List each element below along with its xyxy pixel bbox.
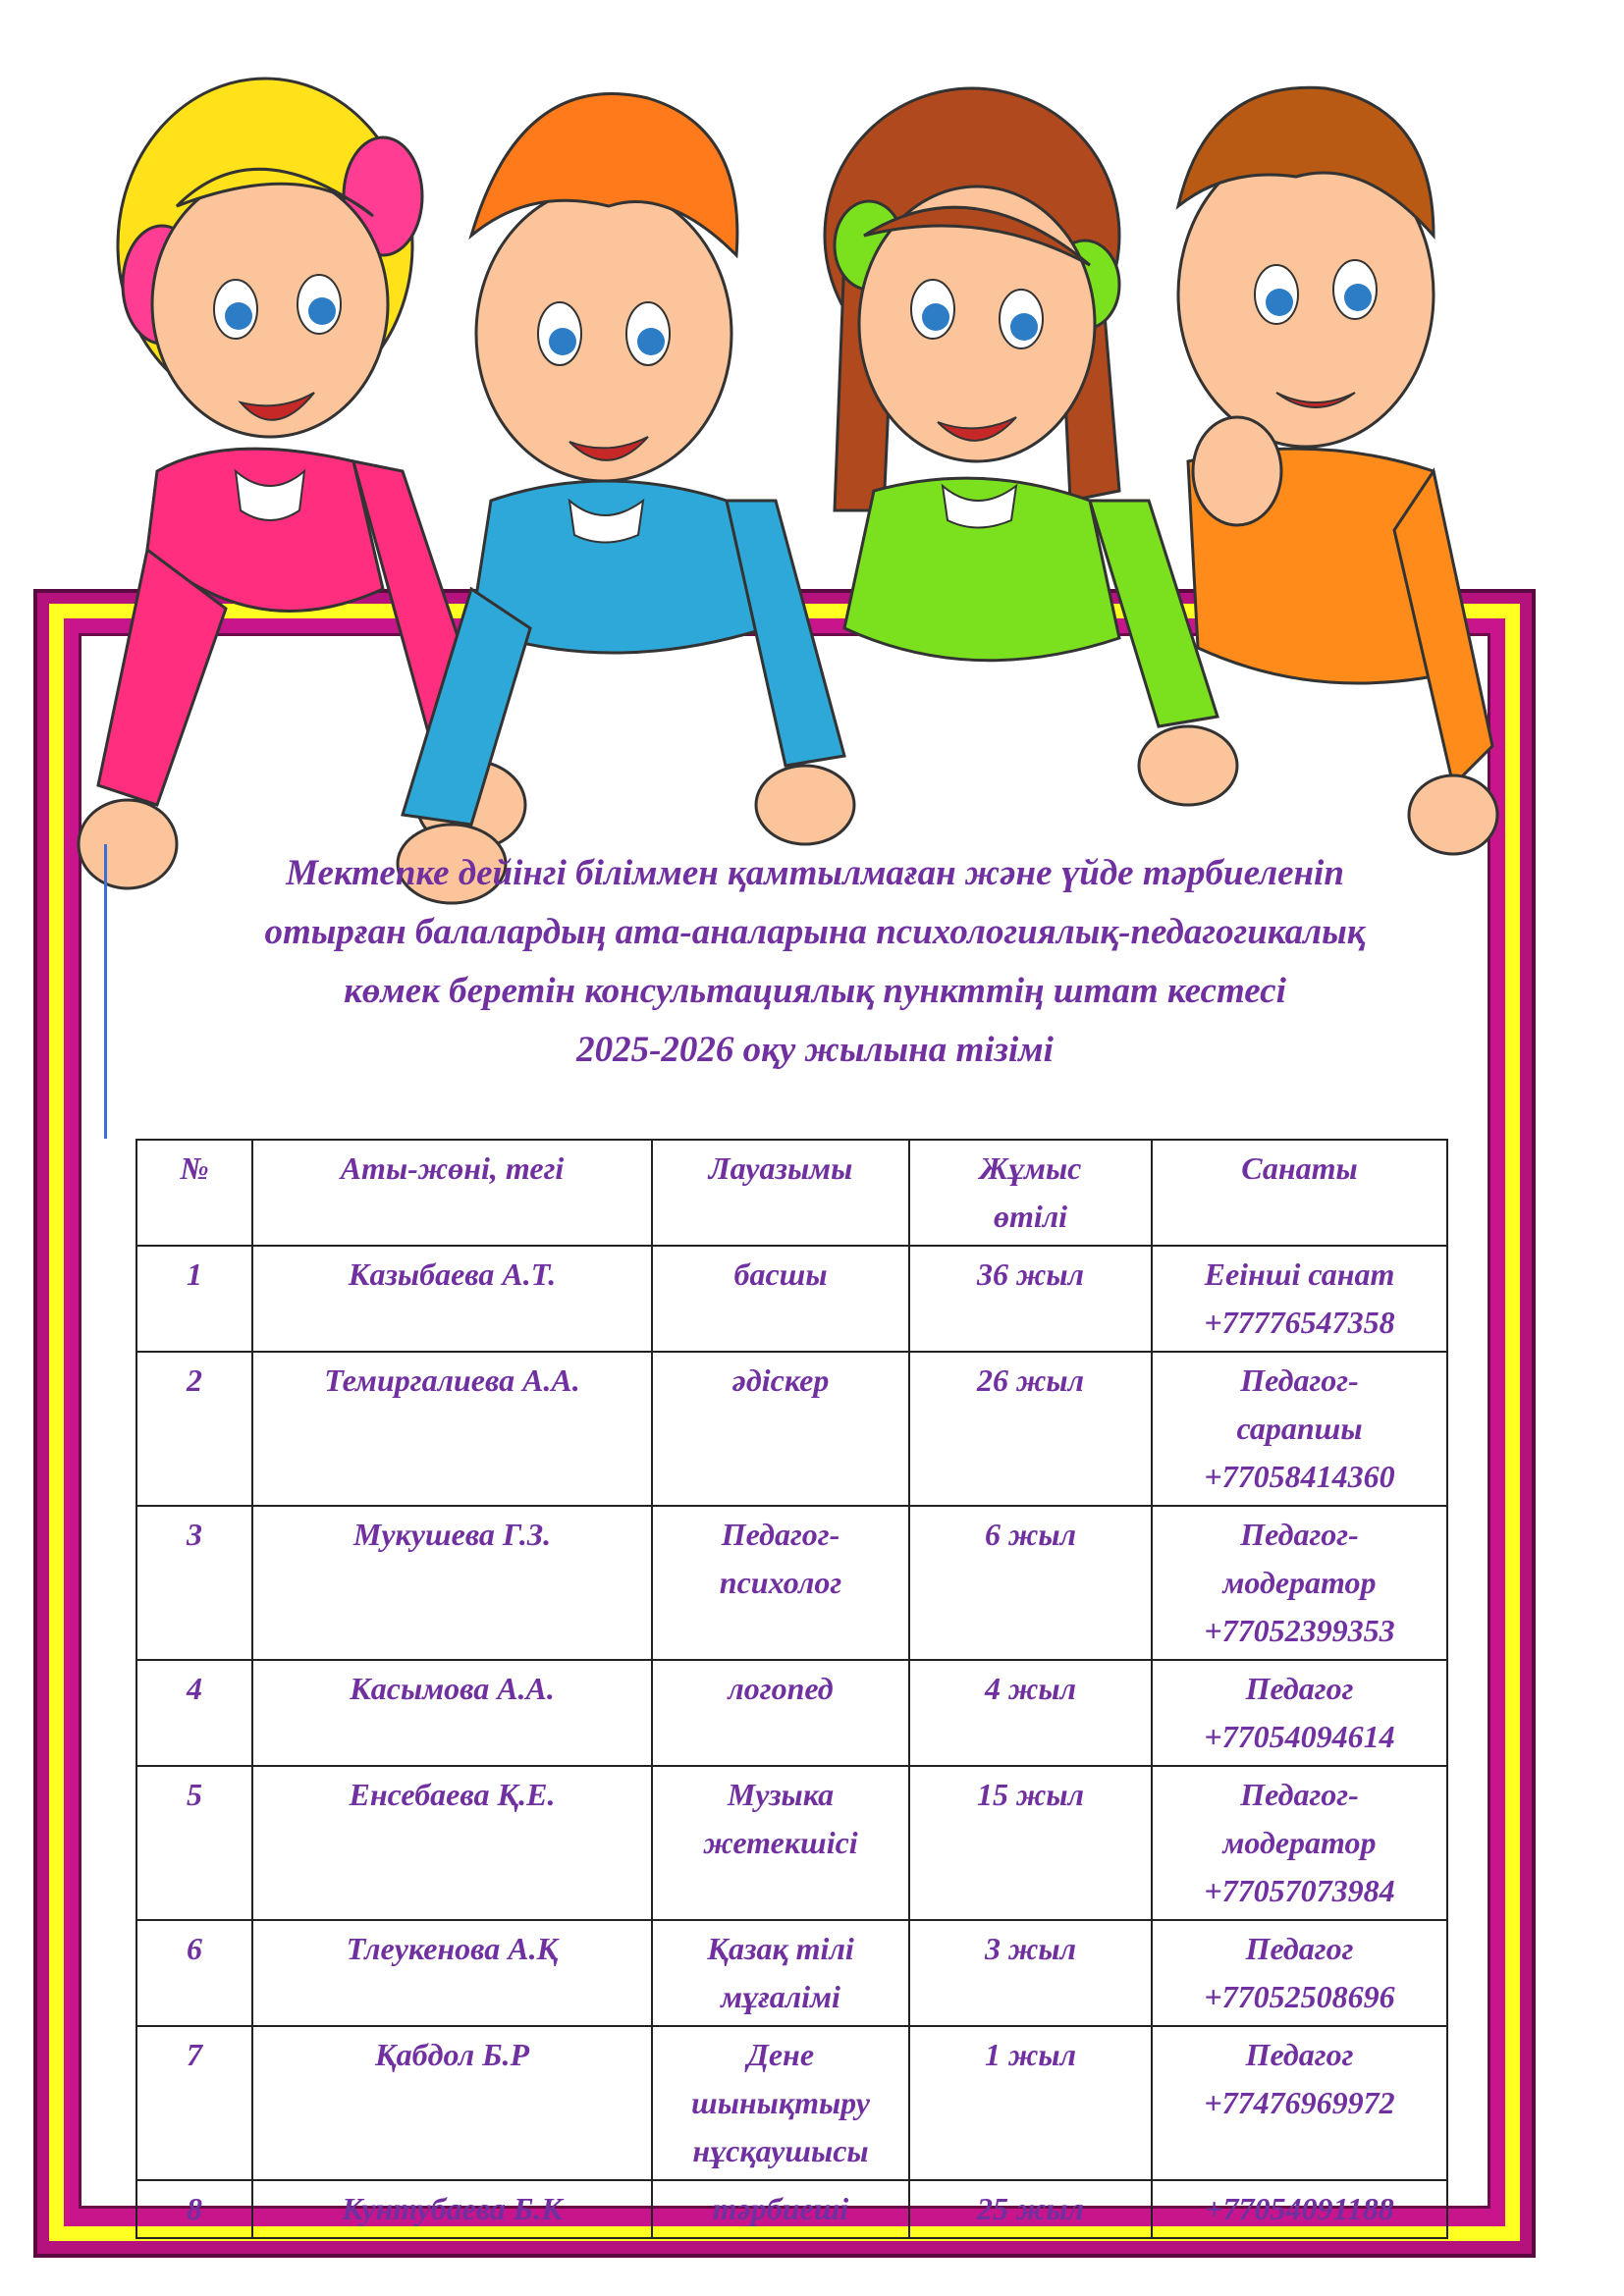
cell-category-line: +77054091188: [1205, 2191, 1394, 2226]
cell-experience: 6 жыл: [909, 1506, 1152, 1660]
heading-line-3: көмек беретін консультациялық пункттің штат кестесі: [344, 971, 1286, 1011]
cell-category-line: Педагог-: [1240, 1777, 1359, 1812]
cell-position-line: жетекшісі: [703, 1825, 858, 1860]
cell-number: 6: [136, 1920, 252, 2026]
cell-category: [1152, 1246, 1447, 1352]
cell-position: [652, 2026, 909, 2180]
cell-position-line: мұғалімі: [721, 1979, 840, 2014]
cell-experience: 3 жыл: [909, 1920, 1152, 2026]
cell-category: [1152, 1660, 1447, 1766]
cell-name: Казыбаева А.Т.: [252, 1246, 652, 1352]
heading-line-4: 2025-2026 оқу жылына тізімі: [576, 1030, 1054, 1070]
cell-category-line: +77054094614: [1204, 1719, 1395, 1754]
cell-name: Мукушева Г.З.: [252, 1506, 652, 1660]
cell-category-line: Педагог: [1245, 2037, 1354, 2072]
cell-category: [1152, 1766, 1447, 1920]
cell-experience: 26 жыл: [909, 1352, 1152, 1506]
table-row: [136, 2026, 1447, 2180]
cell-experience: 15 жыл: [909, 1766, 1152, 1920]
cell-category: [1152, 2026, 1447, 2180]
cell-position-line: логопед: [728, 1671, 834, 1706]
cell-experience: 25 жыл: [909, 2180, 1152, 2238]
cell-name: Тлеукенова А.Қ: [252, 1920, 652, 2026]
cell-number: 4: [136, 1660, 252, 1766]
cell-name: Темиргалиева А.А.: [252, 1352, 652, 1506]
table-row: [136, 1246, 1447, 1352]
cell-category-line: Педагог: [1245, 1671, 1354, 1706]
cell-position: [652, 1506, 909, 1660]
cell-experience: 1 жыл: [909, 2026, 1152, 2180]
cell-number: 8: [136, 2180, 252, 2238]
table-row: [136, 1920, 1447, 2026]
cell-category: [1152, 2180, 1447, 2238]
cell-name: Касымова А.А.: [252, 1660, 652, 1766]
cell-category: [1152, 1506, 1447, 1660]
children-illustration: [59, 39, 1512, 923]
cell-category-line: +77058414360: [1204, 1459, 1395, 1494]
cell-category-line: +77052508696: [1204, 1979, 1395, 2014]
staff-table: [135, 1139, 1448, 2239]
header-position: Лауазымы: [652, 1140, 909, 1246]
kid-boy-blue: [398, 94, 854, 904]
cell-position: [652, 1766, 909, 1920]
table-body: [136, 1246, 1447, 2238]
heading-line-1: Мектепке дейінгі біліммен қамтылмаған және үйде тәрбиеленіп: [286, 853, 1344, 893]
cell-category-line: +77057073984: [1204, 1873, 1395, 1908]
header-category: Санаты: [1152, 1140, 1447, 1246]
cell-category-line: +77776547358: [1204, 1305, 1395, 1340]
table-row: [136, 2180, 1447, 2238]
cell-category-line: Педагог-: [1240, 1362, 1359, 1398]
cell-experience: 4 жыл: [909, 1660, 1152, 1766]
cell-position-line: шынықтыру: [691, 2085, 870, 2120]
staff-table-container: [135, 1139, 1446, 2226]
cell-position: [652, 1660, 909, 1766]
cell-category-line: модератор: [1222, 1825, 1377, 1860]
cell-category-line: модератор: [1222, 1565, 1377, 1600]
cell-number: 5: [136, 1766, 252, 1920]
header-number: №: [136, 1140, 252, 1246]
cell-category-line: сарапшы: [1236, 1411, 1363, 1446]
table-row: [136, 1766, 1447, 1920]
cell-category-line: +77052399353: [1204, 1613, 1395, 1648]
cell-position: [652, 1352, 909, 1506]
cell-position: [652, 1920, 909, 2026]
cell-name: Енсебаева Қ.Е.: [252, 1766, 652, 1920]
cell-name: Қабдол Б.Р: [252, 2026, 652, 2180]
cell-position-line: әдіскер: [731, 1362, 830, 1398]
table-row: [136, 1506, 1447, 1660]
cell-category-line: +77476969972: [1204, 2085, 1395, 2120]
cell-experience: 36 жыл: [909, 1246, 1152, 1352]
cell-position-line: нұсқаушысы: [692, 2133, 869, 2168]
cell-category-line: Педагог-: [1240, 1517, 1359, 1552]
cell-position: [652, 1246, 909, 1352]
header-name: Аты-жөні, тегі: [252, 1140, 652, 1246]
cell-number: 2: [136, 1352, 252, 1506]
side-accent-line: [104, 844, 107, 1139]
cell-position-line: басшы: [733, 1256, 828, 1292]
cell-position: [652, 2180, 909, 2238]
cell-position-line: Қазақ тілі: [707, 1931, 854, 1966]
cell-name: Кунтубаева Б.К: [252, 2180, 652, 2238]
cell-position-line: психолог: [719, 1565, 842, 1600]
document-heading: [118, 844, 1512, 1080]
cell-position-line: Музыка: [727, 1777, 835, 1812]
table-header-row: [136, 1140, 1447, 1246]
cell-category-line: Еeінші санат: [1204, 1256, 1395, 1292]
header-experience: Жұмыс өтілі: [909, 1140, 1152, 1246]
cell-number: 3: [136, 1506, 252, 1660]
cell-number: 1: [136, 1246, 252, 1352]
table-row: [136, 1352, 1447, 1506]
heading-line-2: отырған балалардың ата-аналарына психологиялық-педагогикалық: [264, 912, 1366, 952]
cell-category: [1152, 1352, 1447, 1506]
cell-number: 7: [136, 2026, 252, 2180]
cell-category: [1152, 1920, 1447, 2026]
table-row: [136, 1660, 1447, 1766]
kid-girl-green: [825, 88, 1237, 805]
cell-category-line: Педагог: [1245, 1931, 1354, 1966]
cell-position-line: тәрбиеші: [712, 2191, 849, 2226]
cell-position-line: Педагог-: [721, 1517, 840, 1552]
cell-position-line: Дене: [746, 2037, 815, 2072]
